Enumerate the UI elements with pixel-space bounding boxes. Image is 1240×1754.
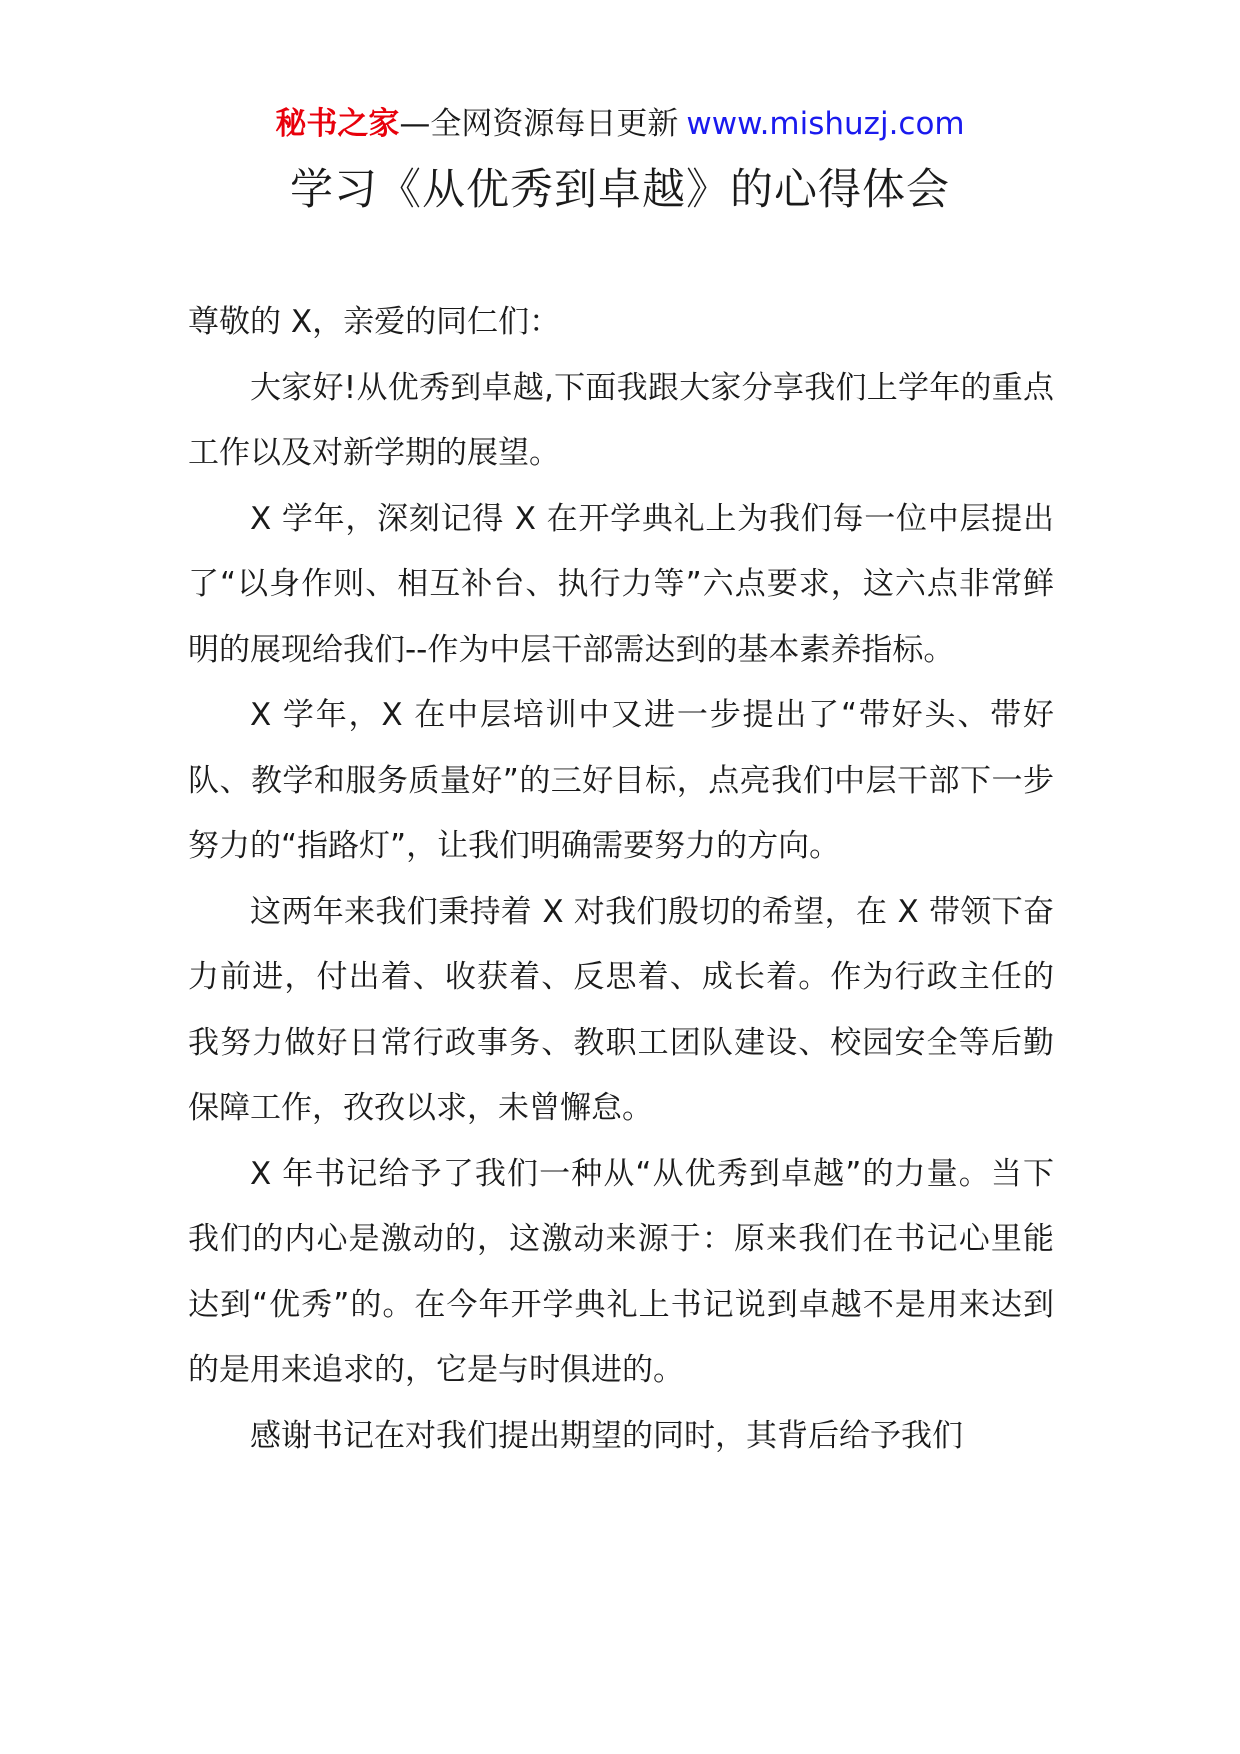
paragraph: 大家好!从优秀到卓越,下面我跟大家分享我们上学年的重点工作以及对新学期的展望。 bbox=[188, 369, 1054, 471]
paragraph: X 学年，X 在中层培训中又进一步提出了“带好头、带好队、教学和服务质量好”的三好目标，点亮我们中层干部下一步努力的“指路灯”，让我们明确需要努力的方向。 bbox=[188, 697, 1054, 864]
paragraph: X 年书记给予了我们一种从“从优秀到卓越”的力量。当下我们的内心是激动的，这激动来源于：原来我们在书记心里能达到“优秀”的。在今年开学典礼上书记说到卓越不是用来达到的是用来追求的，它是与时俱进的。 bbox=[188, 1155, 1054, 1388]
document-title: 学习《从优秀到卓越》的心得体会 bbox=[290, 165, 950, 215]
site-url-link[interactable]: www.mishuzj.com bbox=[686, 106, 965, 142]
document-body bbox=[188, 290, 1054, 1469]
paragraph: 感谢书记在对我们提出期望的同时，其背后给予我们 bbox=[250, 1417, 963, 1454]
header-tagline: —全网资源每日更新 bbox=[399, 106, 679, 142]
salutation: 尊敬的 X，亲爱的同仁们： bbox=[188, 304, 561, 340]
paragraph: 这两年来我们秉持着 X 对我们殷切的希望，在 X 带领下奋力前进，付出着、收获着、反思着、成长着。作为行政主任的我努力做好日常行政事务、教职工团队建设、校园安全等后勤保障工作，孜孜以求，未曾懈怠。 bbox=[188, 893, 1054, 1126]
brand-name: 秘书之家 bbox=[275, 106, 400, 142]
site-header bbox=[0, 104, 1240, 144]
paragraph: X 学年，深刻记得 X 在开学典礼上为我们每一位中层提出了“以身作则、相互补台、执行力等”六点要求，这六点非常鲜明的展现给我们--作为中层干部需达到的基本素养指标。 bbox=[188, 500, 1054, 668]
